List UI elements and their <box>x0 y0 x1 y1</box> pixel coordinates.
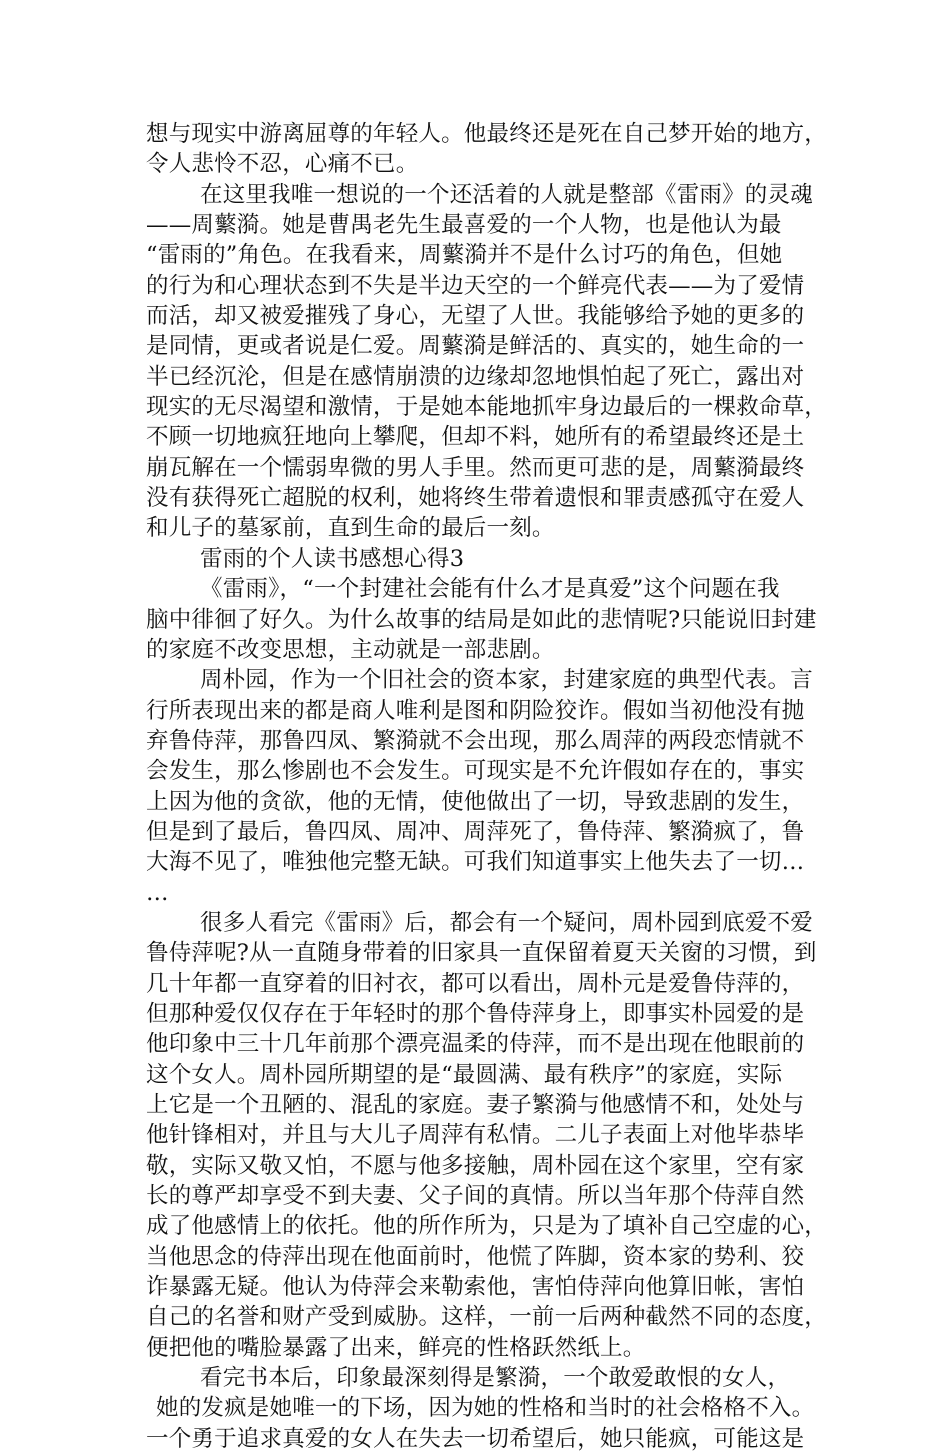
text-line: 他印象中三十几年前那个漂亮温柔的侍萍，而不是出现在他眼前的 <box>146 1031 805 1058</box>
text-line: 令人悲怜不忍，心痛不已。 <box>146 151 419 178</box>
text-line: “雷雨的”角色。在我看来，周蘩漪并不是什么讨巧的角色，但她 <box>146 242 783 269</box>
text-line: 很多人看完《雷雨》后，都会有一个疑问，周朴园到底爱不爱 <box>200 909 813 936</box>
text-line: 长的尊严却享受不到夫妻、父子间的真情。所以当年那个侍萍自然 <box>146 1183 805 1210</box>
text-line: 当他思念的侍萍出现在他面前时，他慌了阵脚，资本家的势利、狡 <box>146 1243 805 1270</box>
text-line: 是同情，更或者说是仁爱。周蘩漪是鲜活的、真实的，她生命的一 <box>146 333 805 360</box>
text-line: 崩瓦解在一个懦弱卑微的男人手里。然而更可悲的是，周蘩漪最终 <box>146 454 805 481</box>
text-line: 脑中徘徊了好久。为什么故事的结局是如此的悲情呢?只能说旧封建 <box>146 606 817 633</box>
text-line: 会发生，那么惨剧也不会发生。可现实是不允许假如存在的，事实 <box>146 758 805 785</box>
text-line: 几十年都一直穿着的旧衬衣，都可以看出，周朴元是爱鲁侍萍的， <box>146 970 805 997</box>
text-line: 敬，实际又敬又怕，不愿与他多接触，周朴园在这个家里，空有家 <box>146 1152 805 1179</box>
text-line: 和儿子的墓冢前，直到生命的最后一刻。 <box>146 515 555 542</box>
text-line: 的行为和心理状态到不失是半边天空的一个鲜亮代表——为了爱情 <box>146 272 805 299</box>
text-line: 弃鲁侍萍，那鲁四凤、繁漪就不会出现，那么周萍的两段恋情就不 <box>146 727 805 754</box>
text-line: 但是到了最后，鲁四凤、周冲、周萍死了，鲁侍萍、繁漪疯了，鲁 <box>146 818 805 845</box>
text-line: 上因为他的贪欲，他的无情，使他做出了一切，导致悲剧的发生， <box>146 788 805 815</box>
text-line: 不顾一切地疯狂地向上攀爬，但却不料，她所有的希望最终还是土 <box>146 424 805 451</box>
text-line: 鲁侍萍呢?从一直随身带着的旧家具一直保留着夏天关窗的习惯，到 <box>146 940 817 967</box>
text-line: 现实的无尽渴望和激情，于是她本能地抓牢身边最后的一棵救命草， <box>146 394 828 421</box>
text-line: 周朴园，作为一个旧社会的资本家，封建家庭的典型代表。言 <box>200 667 813 694</box>
text-line: 的家庭不改变思想，主动就是一部悲剧。 <box>146 636 555 663</box>
text-line: 而活，却又被爱摧残了身心，无望了人世。我能够给予她的更多的 <box>146 303 805 330</box>
text-line: 这个女人。周朴园所期望的是“最圆满、最有秩序”的家庭，实际 <box>146 1061 783 1088</box>
text-line: 在这里我唯一想说的一个还活着的人就是整部《雷雨》的灵魂 <box>200 181 813 208</box>
text-line: 便把他的嘴脸暴露了出来，鲜亮的性格跃然纸上。 <box>146 1334 646 1361</box>
text-line: 诈暴露无疑。他认为侍萍会来勒索他，害怕侍萍向他算旧帐，害怕 <box>146 1274 805 1301</box>
text-line: 一个勇于追求真爱的女人在失去一切希望后，她只能疯，可能这是 <box>146 1425 805 1452</box>
text-line: 上它是一个丑陋的、混乱的家庭。妻子繁漪与他感情不和，处处与 <box>146 1092 805 1118</box>
text-line: … <box>146 879 169 906</box>
section-heading: 雷雨的个人读书感想心得3 <box>200 545 465 572</box>
text-line: 她的发疯是她唯一的下场，因为她的性格和当时的社会格格不入。 <box>156 1395 815 1422</box>
text-line: 半已经沉沦，但是在感情崩溃的边缘却忽地惧怕起了死亡，露出对 <box>146 363 805 390</box>
text-line: 想与现实中游离屈尊的年轻人。他最终还是死在自己梦开始的地方， <box>146 121 828 147</box>
text-line: 大海不见了，唯独他完整无缺。可我们知道事实上他失去了一切… <box>146 849 805 876</box>
text-line: 没有获得死亡超脱的权利，她将终生带着遗恨和罪责感孤守在爱人 <box>146 485 805 512</box>
text-line: 自己的名誉和财产受到威胁。这样，一前一后两种截然不同的态度， <box>146 1304 828 1331</box>
text-line: 但那种爱仅仅存在于年轻时的那个鲁侍萍身上，即事实朴园爱的是 <box>146 1000 805 1027</box>
text-line: 成了他感情上的依托。他的所作所为，只是为了填补自己空虚的心， <box>146 1213 828 1240</box>
document-body <box>146 119 828 1454</box>
text-line: ——周蘩漪。她是曹禺老先生最喜爱的一个人物，也是他认为最 <box>146 212 782 239</box>
text-line: 《雷雨》，“一个封建社会能有什么才是真爱”这个问题在我 <box>200 576 780 603</box>
text-line: 看完书本后，印象最深刻得是繁漪，一个敢爱敢恨的女人， <box>200 1365 791 1392</box>
text-line: 他针锋相对，并且与大儿子周萍有私情。二儿子表面上对他毕恭毕 <box>146 1122 805 1149</box>
text-line: 行所表现出来的都是商人唯利是图和阴险狡诈。假如当初他没有抛 <box>146 697 805 724</box>
